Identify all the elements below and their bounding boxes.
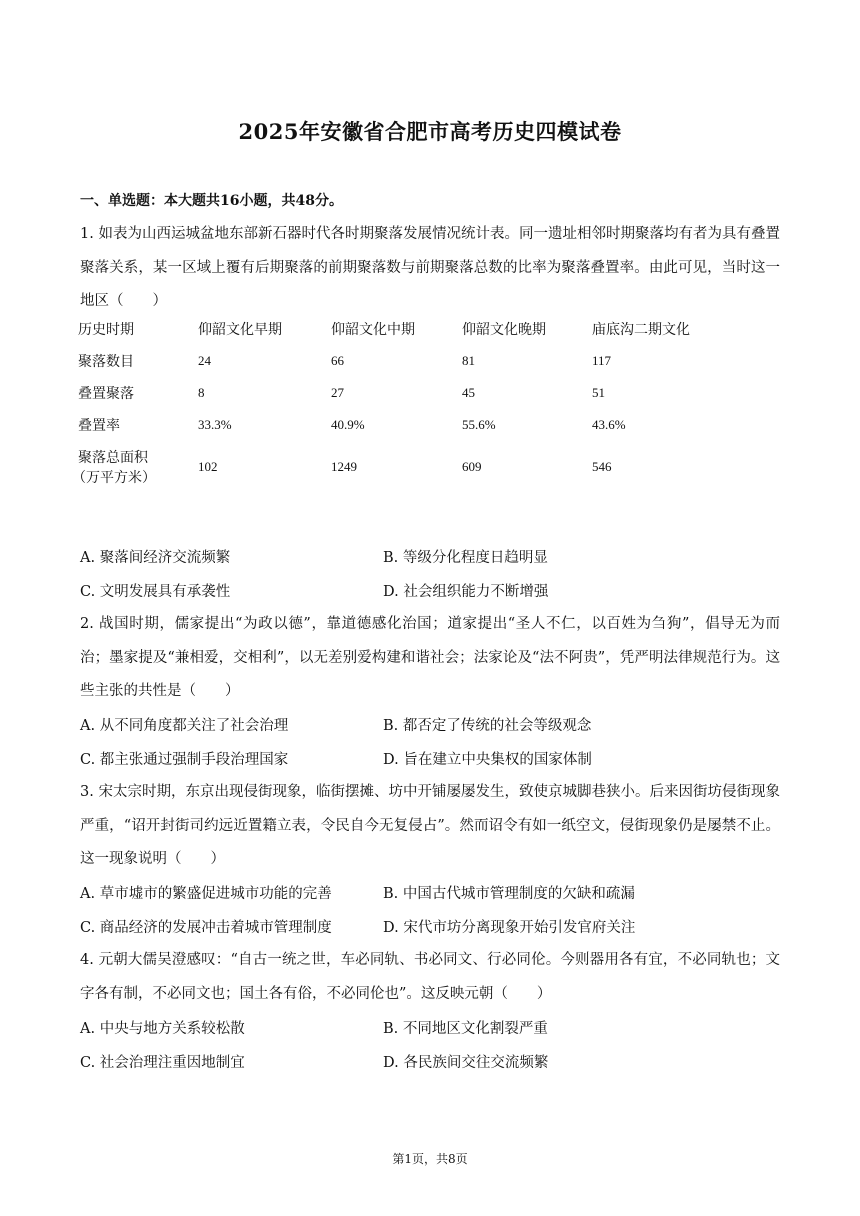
page-title: 2025年安徽省合肥市高考历史四模试卷 xyxy=(238,119,622,144)
q2-option-a: A. 从不同角度都关注了社会治理 xyxy=(80,718,289,734)
table-header-cell: 仰韶文化晚期 xyxy=(462,322,546,338)
table-cell: 45 xyxy=(462,385,475,400)
table-row xyxy=(78,441,722,493)
q1-option-c: C. 文明发展具有承袭性 xyxy=(80,584,231,600)
q3-option-c: C. 商品经济的发展冲击着城市管理制度 xyxy=(80,920,332,936)
q2-option-b: B. 都否定了传统的社会等级观念 xyxy=(383,718,592,734)
table-cell: 1249 xyxy=(331,459,357,474)
table-row-label: 叠置聚落 xyxy=(78,386,134,402)
table-cell: 33.3% xyxy=(198,417,232,432)
table-cell: 55.6% xyxy=(462,417,496,432)
table-cell: 81 xyxy=(462,353,475,368)
q3-option-d: D. 宋代市坊分离现象开始引发官府关注 xyxy=(383,920,636,936)
question-1-stem: 1. 如表为山西运城盆地东部新石器时代各时期聚落发展情况统计表。同一遗址相邻时期聚落均有者为具有叠置聚落关系，某一区域上覆有后期聚落的前期聚落数与前期聚落总数的比率为聚落叠置率。由此可见，当时这一地区（ ） xyxy=(80,226,780,309)
table-row-label xyxy=(72,441,198,493)
table-cell: 117 xyxy=(592,353,612,368)
table-row xyxy=(78,345,722,377)
q1-option-d: D. 社会组织能力不断增强 xyxy=(383,584,549,600)
question-4-stem: 4. 元朝大儒吴澄感叹：“自古一统之世，车必同轨、书必同文、行必同伦。今则器用各有宜，不必同轨也；文字各有制，不必同文也；国土各有俗，不必同伦也”。这反映元朝（ ） xyxy=(80,952,780,1002)
table-cell: 8 xyxy=(198,385,205,400)
q3-option-b: B. 中国古代城市管理制度的欠缺和疏漏 xyxy=(383,886,635,902)
question-2-stem: 2. 战国时期，儒家提出“为政以德”，靠道德感化治国；道家提出“圣人不仁，以百姓为刍狗”，倡导无为而治；墨家提及“兼相爱，交相利”，以无差别爱构建和谐社会；法家论及“法不阿贵”，凭严明法律规范行为。这些主张的共性是（ ） xyxy=(80,616,780,699)
q3-option-a: A. 草市墟市的繁盛促进城市功能的完善 xyxy=(80,886,332,902)
table-cell: 66 xyxy=(331,353,344,368)
q2-option-d: D. 旨在建立中央集权的国家体制 xyxy=(383,752,592,768)
table-cell: 102 xyxy=(198,459,218,474)
table-cell: 40.9% xyxy=(331,417,365,432)
q1-option-a: A. 聚落间经济交流频繁 xyxy=(80,550,231,566)
page-footer: 第1页，共8页 xyxy=(392,1152,468,1166)
table-header-cell: 庙底沟二期文化 xyxy=(592,322,690,338)
question-3-stem: 3. 宋太宗时期，东京出现侵街现象，临街摆摊、坊中开铺屡屡发生，致使京城脚巷狭小。后来因街坊侵街现象严重，“诏开封街司约远近置籍立表，令民自今无复侵占”。然而诏令有如一纸空文，侵街现象仍是屡禁不止。这一现象说明（ ） xyxy=(80,784,780,867)
q4-option-b: B. 不同地区文化割裂严重 xyxy=(383,1021,548,1037)
table-cell: 43.6% xyxy=(592,417,626,432)
table-cell: 51 xyxy=(592,385,605,400)
table-row-label: 聚落数目 xyxy=(78,354,134,370)
q1-option-b: B. 等级分化程度日趋明显 xyxy=(383,550,548,566)
q4-option-d: D. 各民族间交往交流频繁 xyxy=(383,1055,549,1071)
table-header-cell: 仰韶文化中期 xyxy=(331,322,415,338)
q4-option-a: A. 中央与地方关系较松散 xyxy=(80,1021,245,1037)
table-cell: 546 xyxy=(592,459,612,474)
table-header-cell: 历史时期 xyxy=(78,322,134,338)
table-header-row xyxy=(78,313,722,345)
table-row xyxy=(78,409,722,441)
table-header-cell: 仰韶文化早期 xyxy=(198,322,282,338)
table-row-label: 叠置率 xyxy=(78,418,120,434)
q4-option-c: C. 社会治理注重因地制宜 xyxy=(80,1055,245,1071)
table-cell: 27 xyxy=(331,385,344,400)
table-row-label-line2: （万平方米） xyxy=(72,470,156,486)
table-row-label-line1: 聚落总面积 xyxy=(78,450,148,466)
settlement-table xyxy=(72,313,722,493)
q2-option-c: C. 都主张通过强制手段治理国家 xyxy=(80,752,289,768)
table-cell: 609 xyxy=(462,459,482,474)
table-row xyxy=(78,377,722,409)
table-cell: 24 xyxy=(198,353,211,368)
section-heading: 一、单选题：本大题共16小题，共48分。 xyxy=(80,193,343,209)
